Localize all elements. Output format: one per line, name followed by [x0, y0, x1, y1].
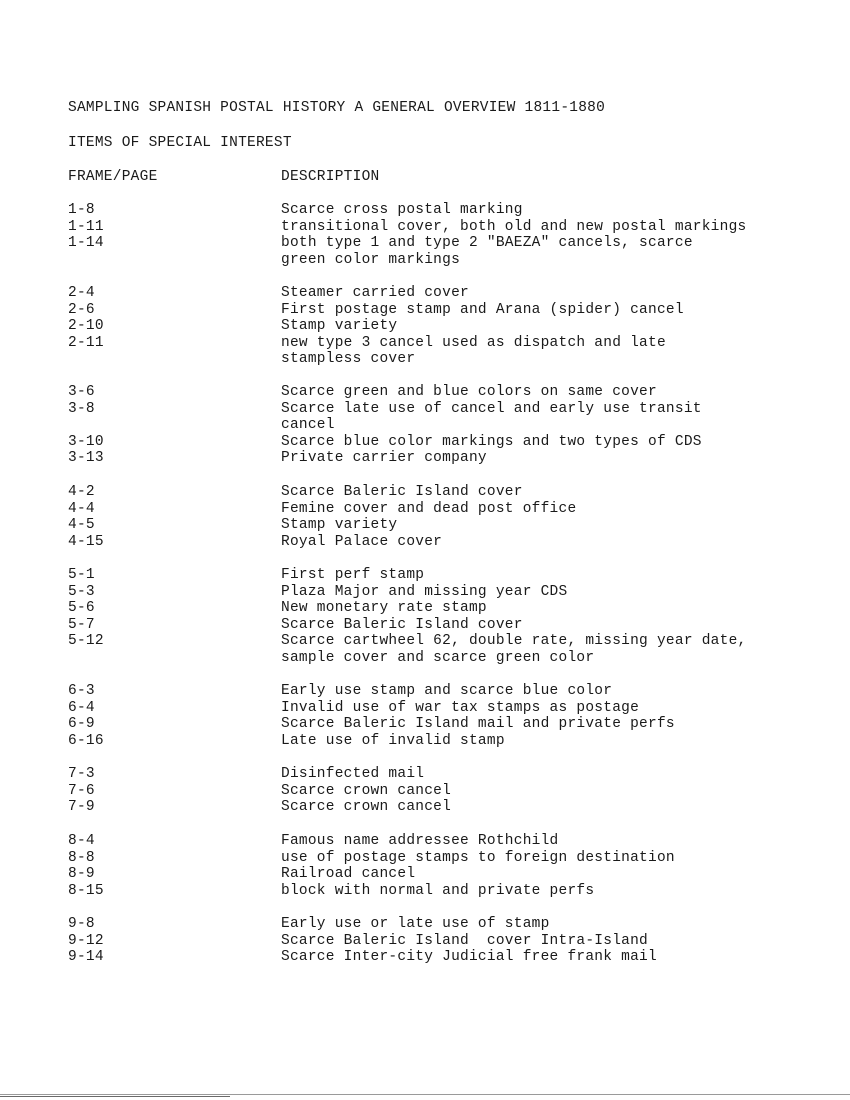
item-description: Royal Palace cover	[281, 533, 443, 550]
frame-page-ref: 4-4	[68, 500, 95, 517]
item-description: transitional cover, both old and new postal markings	[281, 218, 747, 235]
frame-page-ref: 2-10	[68, 318, 104, 335]
item-description: New monetary rate stamp	[281, 600, 487, 617]
frame-page-ref: 3-10	[68, 433, 104, 450]
frame-page-ref: 6-16	[68, 732, 104, 749]
item-description: both type 1 and type 2 "BAEZA" cancels, scarce green color markings	[281, 235, 693, 268]
item-description: Scarce Baleric Island cover Intra-Island	[281, 932, 649, 949]
item-description: use of postage stamps to foreign destination	[281, 849, 675, 866]
item-description: Scarce crown cancel	[281, 782, 452, 799]
frame-page-ref: 9-8	[68, 916, 95, 932]
frame-page-ref: 7-6	[68, 782, 95, 799]
scan-edge	[0, 1096, 230, 1097]
frame-page-ref: 4-5	[68, 517, 95, 534]
frame-page-ref: 4-2	[68, 484, 95, 500]
item-description: Steamer carried cover	[281, 285, 469, 301]
item-description: Scarce Baleric Island cover	[281, 616, 523, 633]
frame-page-ref: 6-9	[68, 716, 95, 733]
frame-page-ref: 2-11	[68, 334, 104, 351]
frame-page-ref: 5-12	[68, 633, 104, 650]
item-description: Stamp variety	[281, 517, 398, 534]
document-subtitle: ITEMS OF SPECIAL INTEREST	[68, 135, 292, 151]
frame-page-ref: 6-3	[68, 683, 95, 699]
frame-page-ref: 5-3	[68, 583, 95, 600]
header-description: DESCRIPTION	[281, 169, 380, 185]
item-description: Plaza Major and missing year CDS	[281, 583, 568, 600]
frame-page-ref: 5-6	[68, 600, 95, 617]
frame-page-ref: 8-15	[68, 882, 104, 899]
frame-page-ref: 8-8	[68, 849, 95, 866]
item-description: Femine cover and dead post office	[281, 500, 577, 517]
frame-page-ref: 2-6	[68, 301, 95, 318]
frame-page-ref: 5-1	[68, 567, 95, 583]
item-description: Scarce Inter-city Judicial free frank mail	[281, 949, 657, 966]
item-description: First postage stamp and Arana (spider) cancel	[281, 301, 684, 318]
header-frame-page: FRAME/PAGE	[68, 169, 158, 185]
frame-page-ref: 8-4	[68, 833, 95, 849]
frame-page-ref: 3-13	[68, 450, 104, 467]
frame-page-ref: 7-3	[68, 766, 95, 782]
item-description: Invalid use of war tax stamps as postage	[281, 699, 640, 716]
item-description: new type 3 cancel used as dispatch and late stampless cover	[281, 334, 666, 368]
item-description: Scarce blue color markings and two types of CDS	[281, 433, 702, 450]
frame-page-ref: 1-11	[68, 218, 104, 235]
item-description: First perf stamp	[281, 567, 425, 583]
item-description: Stamp variety	[281, 318, 398, 335]
document-title: SAMPLING SPANISH POSTAL HISTORY A GENERAL OVERVIEW 1811-1880	[68, 100, 606, 116]
item-description: Scarce cross postal marking	[281, 202, 523, 218]
item-description: Late use of invalid stamp	[281, 732, 505, 749]
scan-edge	[0, 1094, 850, 1095]
item-description: Early use stamp and scarce blue color	[281, 683, 613, 699]
item-description: Disinfected mail	[281, 766, 425, 782]
frame-page-ref: 3-8	[68, 400, 95, 417]
item-description: Early use or late use of stamp	[281, 916, 550, 932]
item-description: Railroad cancel	[281, 866, 416, 883]
item-description: Famous name addressee Rothchild	[281, 833, 559, 849]
frame-page-ref: 9-12	[68, 932, 104, 949]
frame-page-ref: 1-8	[68, 202, 95, 218]
frame-page-ref: 4-15	[68, 533, 104, 550]
item-description: Private carrier company	[281, 450, 487, 467]
frame-page-ref: 3-6	[68, 384, 95, 400]
item-description: Scarce cartwheel 62, double rate, missing year date, sample cover and scarce green color	[281, 633, 747, 666]
item-description: Scarce green and blue colors on same cover	[281, 384, 657, 400]
item-description: Scarce late use of cancel and early use transit cancel	[281, 400, 702, 434]
frame-page-ref: 1-14	[68, 235, 104, 252]
frame-page-ref: 5-7	[68, 616, 95, 633]
frame-page-ref: 7-9	[68, 799, 95, 816]
item-description: Scarce Baleric Island mail and private perfs	[281, 716, 675, 733]
frame-page-ref: 6-4	[68, 699, 95, 716]
frame-page-ref: 8-9	[68, 866, 95, 883]
item-description: block with normal and private perfs	[281, 882, 595, 899]
frame-page-ref: 2-4	[68, 285, 95, 301]
item-description: Scarce crown cancel	[281, 799, 452, 816]
item-description: Scarce Baleric Island cover	[281, 484, 523, 500]
frame-page-ref: 9-14	[68, 949, 104, 966]
